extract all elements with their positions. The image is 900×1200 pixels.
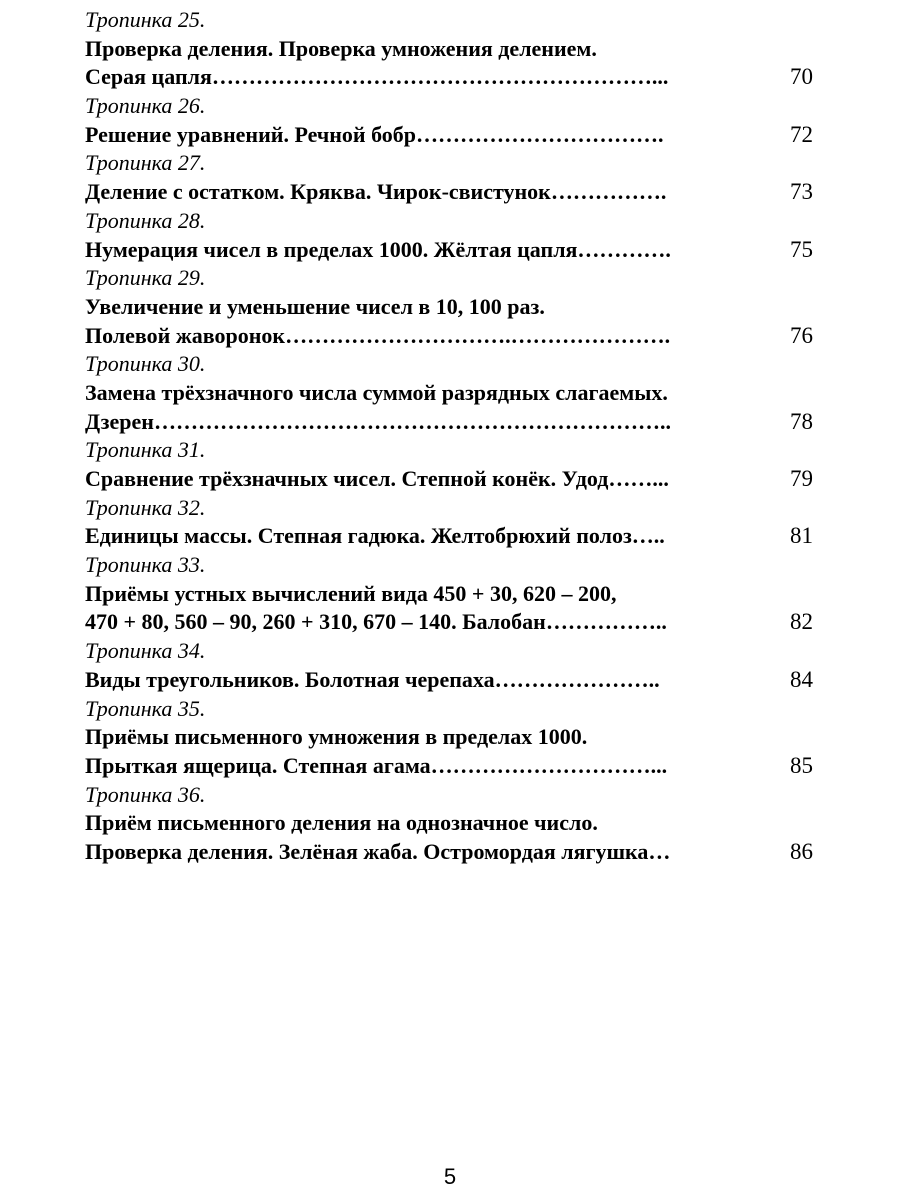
entry-title-line bbox=[85, 608, 825, 637]
entry-title-line bbox=[85, 465, 825, 494]
trail-heading: Тропинка 31. bbox=[85, 437, 206, 463]
toc-entry bbox=[85, 6, 825, 92]
page-number: 5 bbox=[443, 1164, 457, 1189]
entry-title-text: Проверка деления. Зелёная жаба. Остромордая лягушка… bbox=[85, 838, 671, 864]
entry-title-line bbox=[85, 809, 825, 838]
entry-title-text: Приём письменного деления на однозначное число. bbox=[85, 810, 598, 836]
entry-page-number: 73 bbox=[790, 179, 813, 205]
entry-page-number: 81 bbox=[790, 523, 813, 549]
toc-entry bbox=[85, 92, 825, 149]
toc-entry bbox=[85, 350, 825, 436]
toc-entry bbox=[85, 551, 825, 637]
entry-page-number: 72 bbox=[790, 121, 813, 147]
entry-title-text: Проверка деления. Проверка умножения делением. bbox=[85, 35, 597, 61]
trail-heading: Тропинка 27. bbox=[85, 150, 206, 176]
trail-heading: Тропинка 26. bbox=[85, 93, 206, 119]
table-of-contents bbox=[85, 6, 825, 867]
entry-title-text: Серая цапля……………………………………………………... bbox=[85, 64, 669, 90]
trail-heading: Тропинка 28. bbox=[85, 207, 206, 233]
entry-title-line bbox=[85, 666, 825, 695]
entry-title-text: Виды треугольников. Болотная черепаха………………….. bbox=[85, 666, 660, 692]
entry-page-number: 76 bbox=[790, 322, 813, 348]
toc-entry bbox=[85, 781, 825, 867]
entry-page-number: 85 bbox=[790, 752, 813, 778]
trail-heading: Тропинка 29. bbox=[85, 265, 206, 291]
trail-heading: Тропинка 36. bbox=[85, 781, 206, 807]
entry-title-text: Единицы массы. Степная гадюка. Желтобрюхий полоз….. bbox=[85, 523, 665, 549]
entry-title-text: Сравнение трёхзначных чисел. Степной конёк. Удод……... bbox=[85, 466, 669, 491]
entry-title-text: Прыткая ящерица. Степная агама…………………………... bbox=[85, 752, 668, 778]
entry-title-line bbox=[85, 63, 825, 92]
entry-title-text: Нумерация чисел в пределах 1000. Жёлтая цапля…………. bbox=[85, 236, 671, 262]
entry-title-text: Деление с остатком. Кряква. Чирок-свистунок……………. bbox=[85, 179, 667, 205]
toc-entry bbox=[85, 436, 825, 493]
toc-entry bbox=[85, 695, 825, 781]
entry-title-line bbox=[85, 121, 825, 150]
entry-page-number: 82 bbox=[790, 609, 813, 635]
trail-heading: Тропинка 25. bbox=[85, 7, 206, 32]
entry-page-number: 84 bbox=[790, 666, 813, 692]
entry-title-text: Замена трёхзначного числа суммой разрядных слагаемых. bbox=[85, 379, 668, 405]
entry-title-line bbox=[85, 379, 825, 408]
entry-title-text: Дзерен…………………………………………………………….. bbox=[85, 408, 671, 434]
entry-title-line bbox=[85, 35, 825, 64]
entry-title-line bbox=[85, 322, 825, 351]
entry-title-text: Приёмы письменного умножения в пределах 1000. bbox=[85, 724, 588, 750]
entry-page-number: 78 bbox=[790, 408, 813, 434]
toc-entry bbox=[85, 264, 825, 350]
entry-title-line bbox=[85, 293, 825, 322]
toc-entry bbox=[85, 494, 825, 551]
entry-title-line bbox=[85, 838, 825, 867]
toc-entry bbox=[85, 637, 825, 694]
entry-page-number: 79 bbox=[790, 466, 813, 491]
entry-title-line bbox=[85, 408, 825, 437]
trail-heading: Тропинка 33. bbox=[85, 552, 206, 578]
entry-title-text: Приёмы устных вычислений вида 450 + 30, 620 – 200, bbox=[85, 580, 617, 606]
toc-entry bbox=[85, 149, 825, 206]
entry-page-number: 70 bbox=[790, 64, 813, 90]
entry-title-line bbox=[85, 178, 825, 207]
entry-title-line bbox=[85, 522, 825, 551]
entry-title-line bbox=[85, 723, 825, 752]
entry-title-text: Полевой жаворонок………………………….…………………. bbox=[85, 322, 671, 348]
entry-title-text: 470 + 80, 560 – 90, 260 + 310, 670 – 140. Балобан…………….. bbox=[85, 609, 667, 635]
toc-entry bbox=[85, 207, 825, 264]
trail-heading: Тропинка 30. bbox=[85, 351, 206, 377]
trail-heading: Тропинка 34. bbox=[85, 638, 206, 664]
entry-title-line bbox=[85, 236, 825, 265]
entry-title-text: Решение уравнений. Речной бобр……………………………. bbox=[85, 121, 664, 147]
trail-heading: Тропинка 35. bbox=[85, 695, 206, 721]
entry-page-number: 86 bbox=[790, 838, 813, 864]
entry-title-line bbox=[85, 580, 825, 609]
entry-page-number: 75 bbox=[790, 236, 813, 262]
trail-heading: Тропинка 32. bbox=[85, 494, 206, 520]
entry-title-text: Увеличение и уменьшение чисел в 10, 100 раз. bbox=[85, 293, 545, 319]
entry-title-line bbox=[85, 752, 825, 781]
